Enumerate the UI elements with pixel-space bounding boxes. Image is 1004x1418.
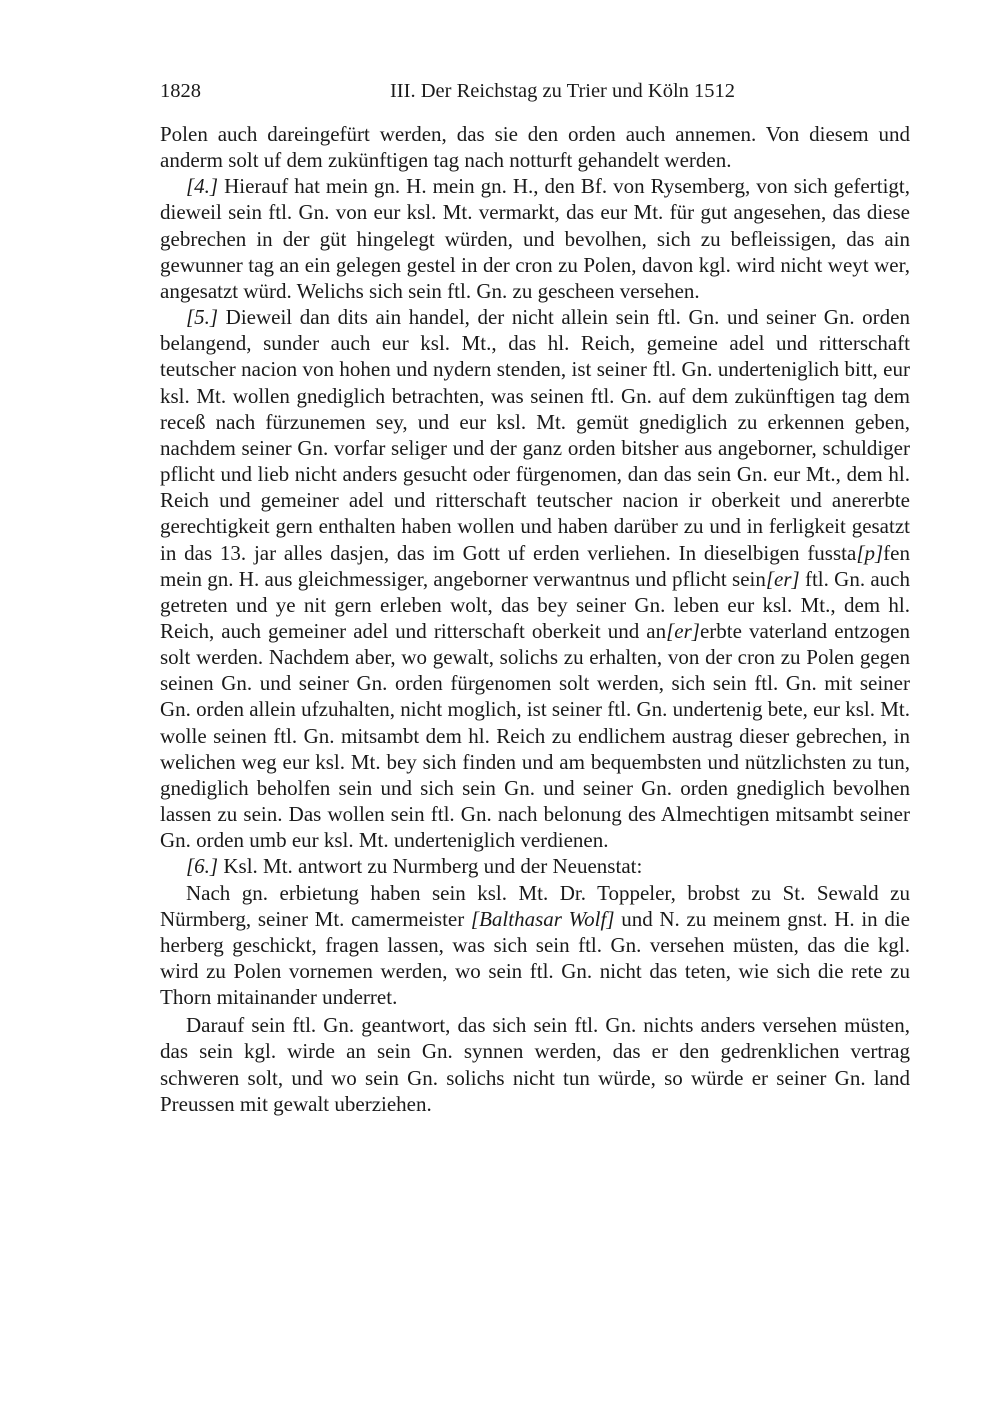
editorial-insertion: [er] (666, 618, 700, 643)
editorial-insertion: [er] (765, 566, 800, 591)
paragraph-text: Nach gn. erbietung haben sein ksl. Mt. Dr. Toppeler, brobst zu St. Sewald zu Nürmberg, seiner Mt. camermeister (160, 880, 910, 931)
paragraph-text: erbte vaterland entzogen solt werden. Nachdem aber, wo gewalt, solichs zu erhalten, von der cron zu Polen gegen seinen Gn. und seiner Gn. orden fürgenomen solt werden, sich sein ftl. Gn. mit seiner Gn. orden allein ufzuhalten, nicht moglich, ist seiner ftl. Gn. undertenig bete, eur ksl. Mt. wolle seinen ftl. Gn. mitsambt dem hl. Reich zu endlichem austrag dieser gebrechen, in welichen weg eur ksl. Mt. bey sich finden und am bequembsten und nützlichsten zu tun, gnediglich beholfen sein und sich sein Gn. und seiner Gn. orden gnediglich bevolhen lassen zu sein. Das wollen sein ftl. Gn. nach belonung des Almechtigen mitsambt seiner Gn. orden umb eur ksl. Mt. underteniglich verdienen. (160, 618, 910, 853)
running-title: III. Der Reichstag zu Trier und Köln 1512 (389, 80, 736, 102)
editorial-insertion: [p] (856, 540, 884, 565)
paragraph-answer (160, 1012, 910, 1117)
paragraph-text: Ksl. Mt. antwort zu Nurmberg und der Neuenstat: (218, 854, 643, 879)
paragraph-text: Darauf sein ftl. Gn. geantwort, das sich sein ftl. Gn. nichts anders versehen müsten, das sein kgl. wirde an sein Gn. synnen werden, das er den gedrenklichen vertrag schweren solt, und wo sein Gn. solichs nicht tun würde, so würde er seiner Gn. land Preussen mit gewalt uberziehen. (160, 1013, 910, 1116)
paragraph-report (160, 880, 910, 1011)
paragraph-5 (160, 304, 910, 853)
body-text (160, 121, 910, 1117)
paragraph-text: ftl. Gn. auch getreten und ye nit gern erleben wolt, das bey seiner Gn. leben eur ksl. Mt., dem hl. Reich, auch gemeiner adel und ritterschaft oberkeit und an (160, 566, 910, 643)
paragraph-4 (160, 173, 910, 304)
running-header (160, 80, 910, 110)
editorial-insertion: [Balthasar Wolf] (470, 906, 615, 931)
page-number: 1828 (160, 80, 201, 102)
paragraph-text: Dieweil dan dits ain handel, der nicht allein sein ftl. Gn. und seiner Gn. orden belangend, sunder auch eur ksl. Mt., das hl. Reich, gemeine adel und ritterschaft teutscher nacion von hohen und nydern stenden, ist seiner ftl. Gn. underteniglich bitt, eur ksl. Mt. wollen gnediglich betrachten, was seinen ftl. Gn. auf dem zukünftigen tag dem receß nach fürzunemen sey, und eur ksl. Mt. gemüt gnediglich zu erkennen geben, nachdem seiner Gn. vorfar seliger und der ganz orden bitsher aus angeborner, schuldiger pflicht und lieb nicht anders gesucht oder fürgenomen, dan das sein Gn. eur Mt., dem hl. Reich und gemeiner adel und ritterschaft teutscher nacion ir oberkeit und anererbte gerechtigkeit gern enthalten haben wollen und haben darüber zu und in ferligkeit gesatzt in das 13. jar alles dasjen, das im Gott uf erden verliehen. In dieselbigen fussta (160, 305, 910, 565)
paragraph-6 (160, 853, 910, 879)
paragraph-number: [4.] (186, 174, 219, 199)
paragraph-text: und N. zu meinem gnst. H. in die herberg geschickt, fragen lassen, was sich sein ftl. Gn. versehen müsten, das die kgl. wird zu Polen vornemen werden, wo sein ftl. Gn. nicht das teten, wie sich die rete zu Thorn mitainander underret. (160, 906, 911, 1010)
paragraph-text: Hierauf hat mein gn. H. mein gn. H., den Bf. von Rysemberg, von sich gefertigt, dieweil sein ftl. Gn. von eur ksl. Mt. vermarkt, das eur Mt. für gut angesehen, das diese gebrechen in der güt hingelegt würden, und bevolhen, sich zu befleissigen, das ain gewunner tag an ein gelegen gestel in der cron zu Polen, davon kgl. wird nicht weyt wer, angesatzt würd. Welichs sich sein ftl. Gn. zu gescheen versehen. (160, 174, 910, 303)
paragraph-text: Polen auch dareingefürt werden, das sie den orden auch annemen. Von diesem und anderm solt uf dem zukünftigen tag nach notturft gehandelt werden. (160, 122, 910, 173)
paragraph-number: [6.] (186, 854, 219, 879)
paragraph-number: [5.] (186, 305, 219, 330)
paragraph-text: fen mein gn. H. aus gleichmessiger, angeborner verwantnus und pflicht sein (160, 540, 910, 591)
paragraph-continuation (160, 121, 910, 173)
